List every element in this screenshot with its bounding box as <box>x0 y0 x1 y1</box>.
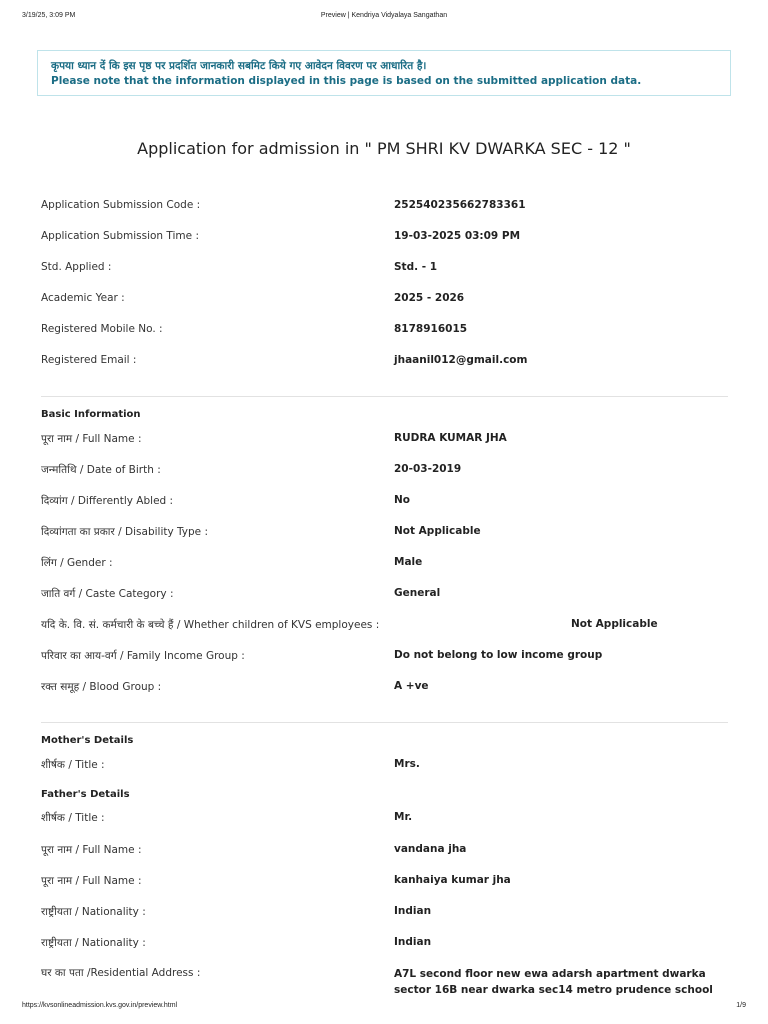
row-full-name-1 <box>41 843 731 859</box>
section-divider <box>41 396 728 397</box>
field-value: General <box>394 587 441 599</box>
field-value: Male <box>394 556 423 568</box>
field-value: Mrs. <box>394 758 420 770</box>
notice-english: Please note that the information displayed in this page is based on the submitted application data. <box>51 75 642 87</box>
row-mobile <box>41 323 731 339</box>
print-page-title: Preview | Kendriya Vidyalaya Sangathan <box>320 12 448 19</box>
row-gender <box>41 556 731 572</box>
field-label: Academic Year : <box>41 292 125 304</box>
print-url: https://kvsonlineadmission.kvs.gov.in/preview.html <box>22 1002 178 1009</box>
field-label: पूरा नाम / Full Name : <box>41 433 142 445</box>
row-nationality-1 <box>41 905 731 921</box>
field-label: परिवार का आय-वर्ग / Family Income Group : <box>41 650 245 662</box>
info-notice <box>37 50 731 96</box>
print-header <box>0 12 768 24</box>
field-value: Mr. <box>394 811 413 823</box>
section-heading-father: Father's Details <box>41 789 130 800</box>
field-value: kanhaiya kumar jha <box>394 874 511 886</box>
page-number: 1/9 <box>736 1002 746 1009</box>
field-label: घर का पता /Residential Address : <box>41 967 201 979</box>
field-value: A7L second floor new ewa adarsh apartment dwarka sector 16B near dwarka sec14 metro prudence school <box>394 968 713 996</box>
field-label: राष्ट्रीयता / Nationality : <box>41 906 146 918</box>
row-submission-code <box>41 199 731 215</box>
field-label: शीर्षक / Title : <box>41 759 105 771</box>
row-caste-category <box>41 587 731 603</box>
field-value: 19-03-2025 03:09 PM <box>394 230 521 242</box>
field-value: Not Applicable <box>394 525 481 537</box>
field-value: jhaanil012@gmail.com <box>394 354 528 366</box>
field-label: Registered Mobile No. : <box>41 323 163 335</box>
row-std-applied <box>41 261 731 277</box>
field-value: 252540235662783361 <box>394 199 526 211</box>
field-label: यदि के. वि. सं. कर्मचारी के बच्चे हैं / Whether children of KVS employees : <box>41 619 380 631</box>
field-value: Indian <box>394 905 432 917</box>
field-value: RUDRA KUMAR JHA <box>394 432 507 444</box>
row-income-group <box>41 649 731 665</box>
field-label: Application Submission Time : <box>41 230 199 242</box>
row-submission-time <box>41 230 731 246</box>
row-kvs-employee-child <box>41 618 731 634</box>
row-dob <box>41 463 731 479</box>
field-label: Std. Applied : <box>41 261 112 273</box>
section-heading-mother: Mother's Details <box>41 735 134 746</box>
row-father-title <box>41 811 731 827</box>
row-disability-type <box>41 525 731 541</box>
field-value: 20-03-2019 <box>394 463 462 475</box>
field-label: लिंग / Gender : <box>41 557 113 569</box>
section-heading-basic: Basic Information <box>41 409 141 420</box>
field-label: जन्मतिथि / Date of Birth : <box>41 464 161 476</box>
row-blood-group <box>41 680 731 696</box>
row-nationality-2 <box>41 936 731 952</box>
field-value: A +ve <box>394 680 429 692</box>
field-value: Indian <box>394 936 432 948</box>
field-value: 2025 - 2026 <box>394 292 465 304</box>
print-date: 3/19/25, 3:09 PM <box>22 12 76 19</box>
row-differently-abled <box>41 494 731 510</box>
page-title: Application for admission in " PM SHRI KV DWARKA SEC - 12 " <box>137 139 631 158</box>
field-label: पूरा नाम / Full Name : <box>41 875 142 887</box>
row-residential-address <box>41 966 731 1000</box>
field-value: Do not belong to low income group <box>394 649 603 661</box>
field-value: Not Applicable <box>571 618 658 630</box>
row-full-name <box>41 432 731 448</box>
field-label: Registered Email : <box>41 354 137 366</box>
field-label: दिव्यांग / Differently Abled : <box>41 495 174 507</box>
field-label: पूरा नाम / Full Name : <box>41 844 142 856</box>
row-mother-title <box>41 758 731 774</box>
field-value: 8178916015 <box>394 323 468 335</box>
row-academic-year <box>41 292 731 308</box>
field-value: No <box>394 494 411 506</box>
field-label: Application Submission Code : <box>41 199 201 211</box>
field-value: vandana jha <box>394 843 467 855</box>
field-label: जाति वर्ग / Caste Category : <box>41 588 174 600</box>
row-email <box>41 354 731 370</box>
field-label: रक्त समूह / Blood Group : <box>41 681 162 693</box>
section-divider <box>41 722 728 723</box>
notice-hindi: कृपया ध्यान दें कि इस पृष्ठ पर प्रदर्शित जानकारी सबमिट किये गए आवेदन विवरण पर आधारित है। <box>51 60 427 72</box>
field-label: दिव्यांगता का प्रकार / Disability Type : <box>41 526 209 538</box>
field-label: शीर्षक / Title : <box>41 812 105 824</box>
field-label: राष्ट्रीयता / Nationality : <box>41 937 146 949</box>
row-full-name-2 <box>41 874 731 890</box>
field-value: Std. - 1 <box>394 261 438 273</box>
